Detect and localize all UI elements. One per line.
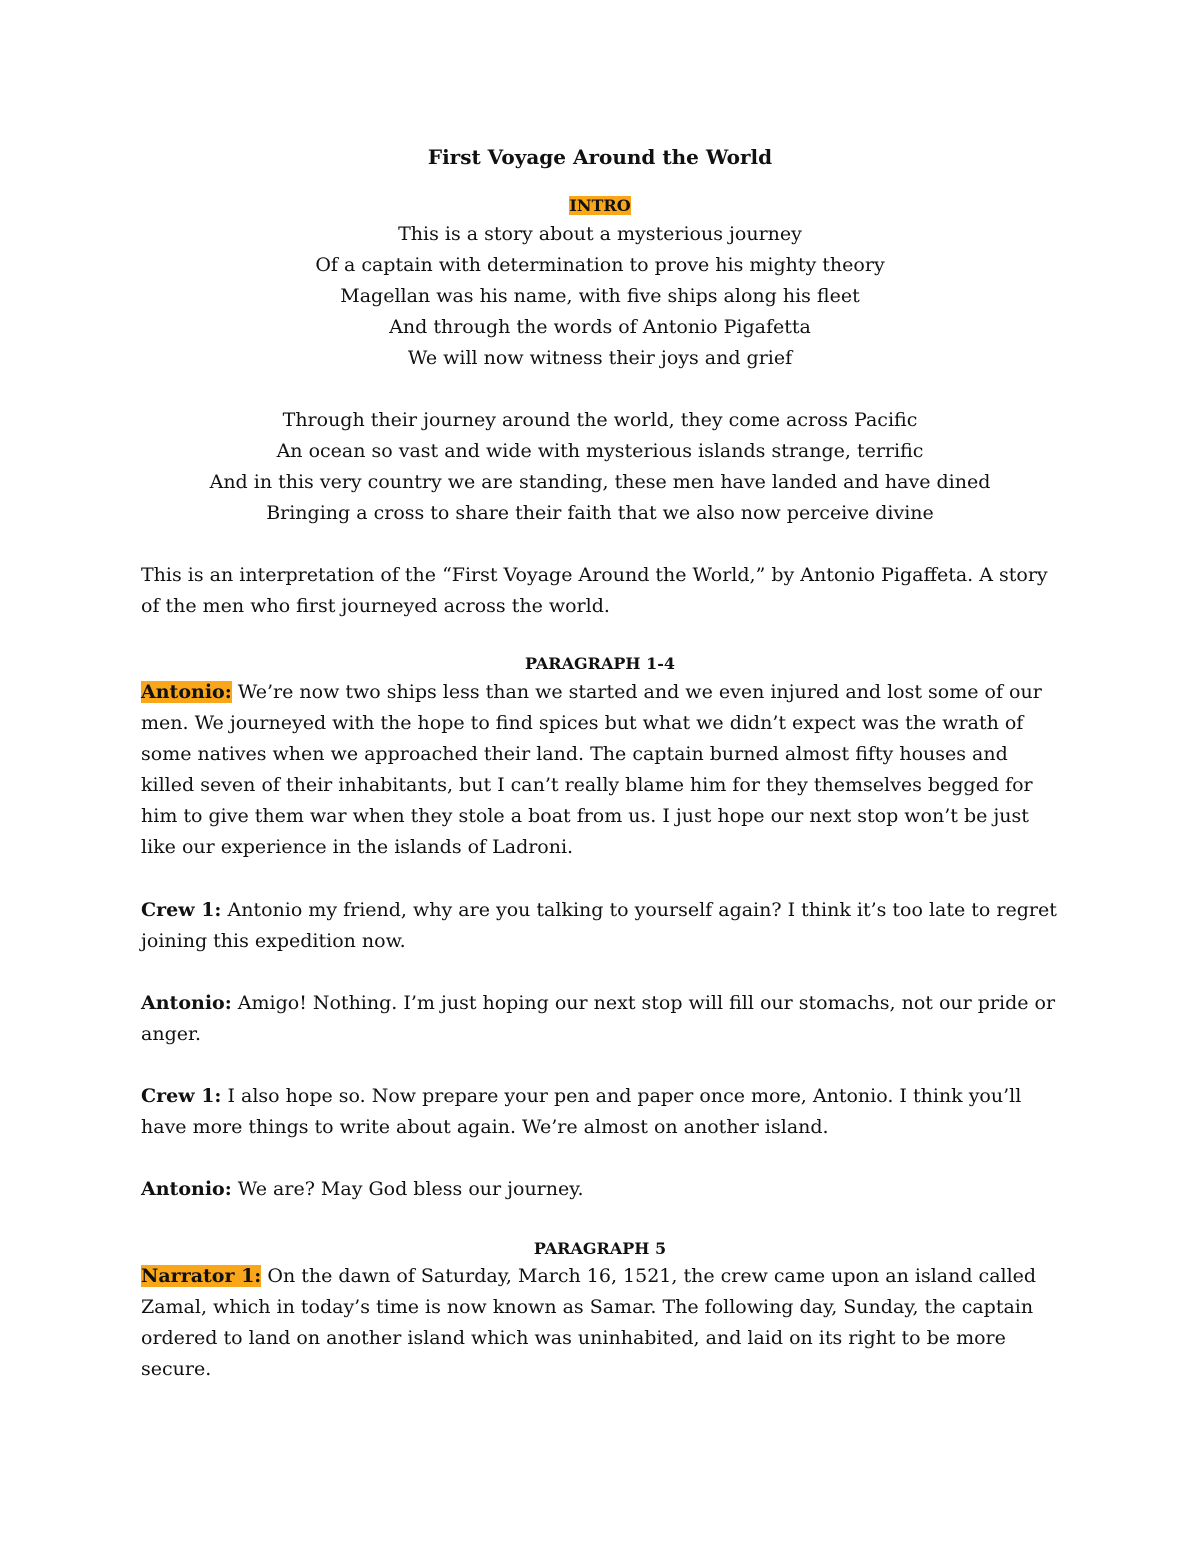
stanza-line: This is a story about a mysterious journey <box>398 223 802 245</box>
intro-stanza-2 <box>0 405 1200 529</box>
dialogue-text: On the dawn of Saturday, March 16, 1521, the crew came upon an island called Zamal, which in today’s time is now known as Samar. The following day, Sunday, the captain ordered to land on another island which was uninhabited, and laid on its right to be more secure. <box>141 1265 1037 1380</box>
speaker-label: Antonio: <box>141 992 232 1014</box>
stanza-line: An ocean so vast and wide with mysterious islands strange, terrific <box>276 440 924 462</box>
dialogue-paragraph <box>141 1261 1066 1385</box>
stanza-line: Of a captain with determination to prove his mighty theory <box>315 254 885 276</box>
intro-stanza-1 <box>0 219 1200 374</box>
interpretation-paragraph: This is an interpretation of the “First Voyage Around the World,” by Antonio Pigaffeta. A story of the men who first journeyed across the world. <box>141 564 1048 617</box>
intro-label <box>0 195 1200 217</box>
stanza-line: Bringing a cross to share their faith that we also now perceive divine <box>266 502 934 524</box>
speaker-label: Crew 1: <box>141 899 222 921</box>
dialogue-text: We are? May God bless our journey. <box>231 1178 584 1200</box>
dialogue-paragraph <box>141 1174 1066 1205</box>
dialogue-paragraph <box>141 895 1066 957</box>
dialogue-paragraph <box>141 1081 1066 1143</box>
document-title: First Voyage Around the World <box>427 145 773 169</box>
stanza-line: Through their journey around the world, they come across Pacific <box>282 409 918 431</box>
dialogue-text: Amigo! Nothing. I’m just hoping our next stop will fill our stomachs, not our pride or anger. <box>141 992 1056 1045</box>
section-label-paragraph-1-4: PARAGRAPH 1-4 <box>525 654 675 673</box>
dialogue-text: We’re now two ships less than we started and we even injured and lost some of our men. We journeyed with the hope to find spices but what we didn’t expect was the wrath of some natives when we approached their land. The captain burned almost fifty houses and killed seven of their inhabitants, but I can’t really blame him for they themselves begged for him to give them war when they stole a boat from us. I just hope our next stop won’t be just like our experience in the islands of Ladroni. <box>141 681 1042 858</box>
speaker-label: Narrator 1: <box>141 1265 262 1287</box>
stanza-line: And through the words of Antonio Pigafetta <box>389 316 811 338</box>
section-label-paragraph-5: PARAGRAPH 5 <box>533 1239 667 1258</box>
speaker-label: Antonio: <box>141 1178 232 1200</box>
dialogue-text: Antonio my friend, why are you talking to yourself again? I think it’s too late to regret joining this expedition now. <box>141 899 1057 952</box>
intro-label-highlight: INTRO <box>569 196 631 215</box>
speaker-label: Crew 1: <box>141 1085 222 1107</box>
dialogue-text: I also hope so. Now prepare your pen and paper once more, Antonio. I think you’ll have more things to write about again. We’re almost on another island. <box>141 1085 1022 1138</box>
dialogue-paragraph <box>141 677 1066 863</box>
dialogue-paragraph <box>141 988 1066 1050</box>
stanza-line: We will now witness their joys and grief <box>407 347 793 369</box>
stanza-line: Magellan was his name, with five ships along his fleet <box>340 285 860 307</box>
speaker-label: Antonio: <box>141 681 232 703</box>
stanza-line: And in this very country we are standing, these men have landed and have dined <box>209 471 991 493</box>
